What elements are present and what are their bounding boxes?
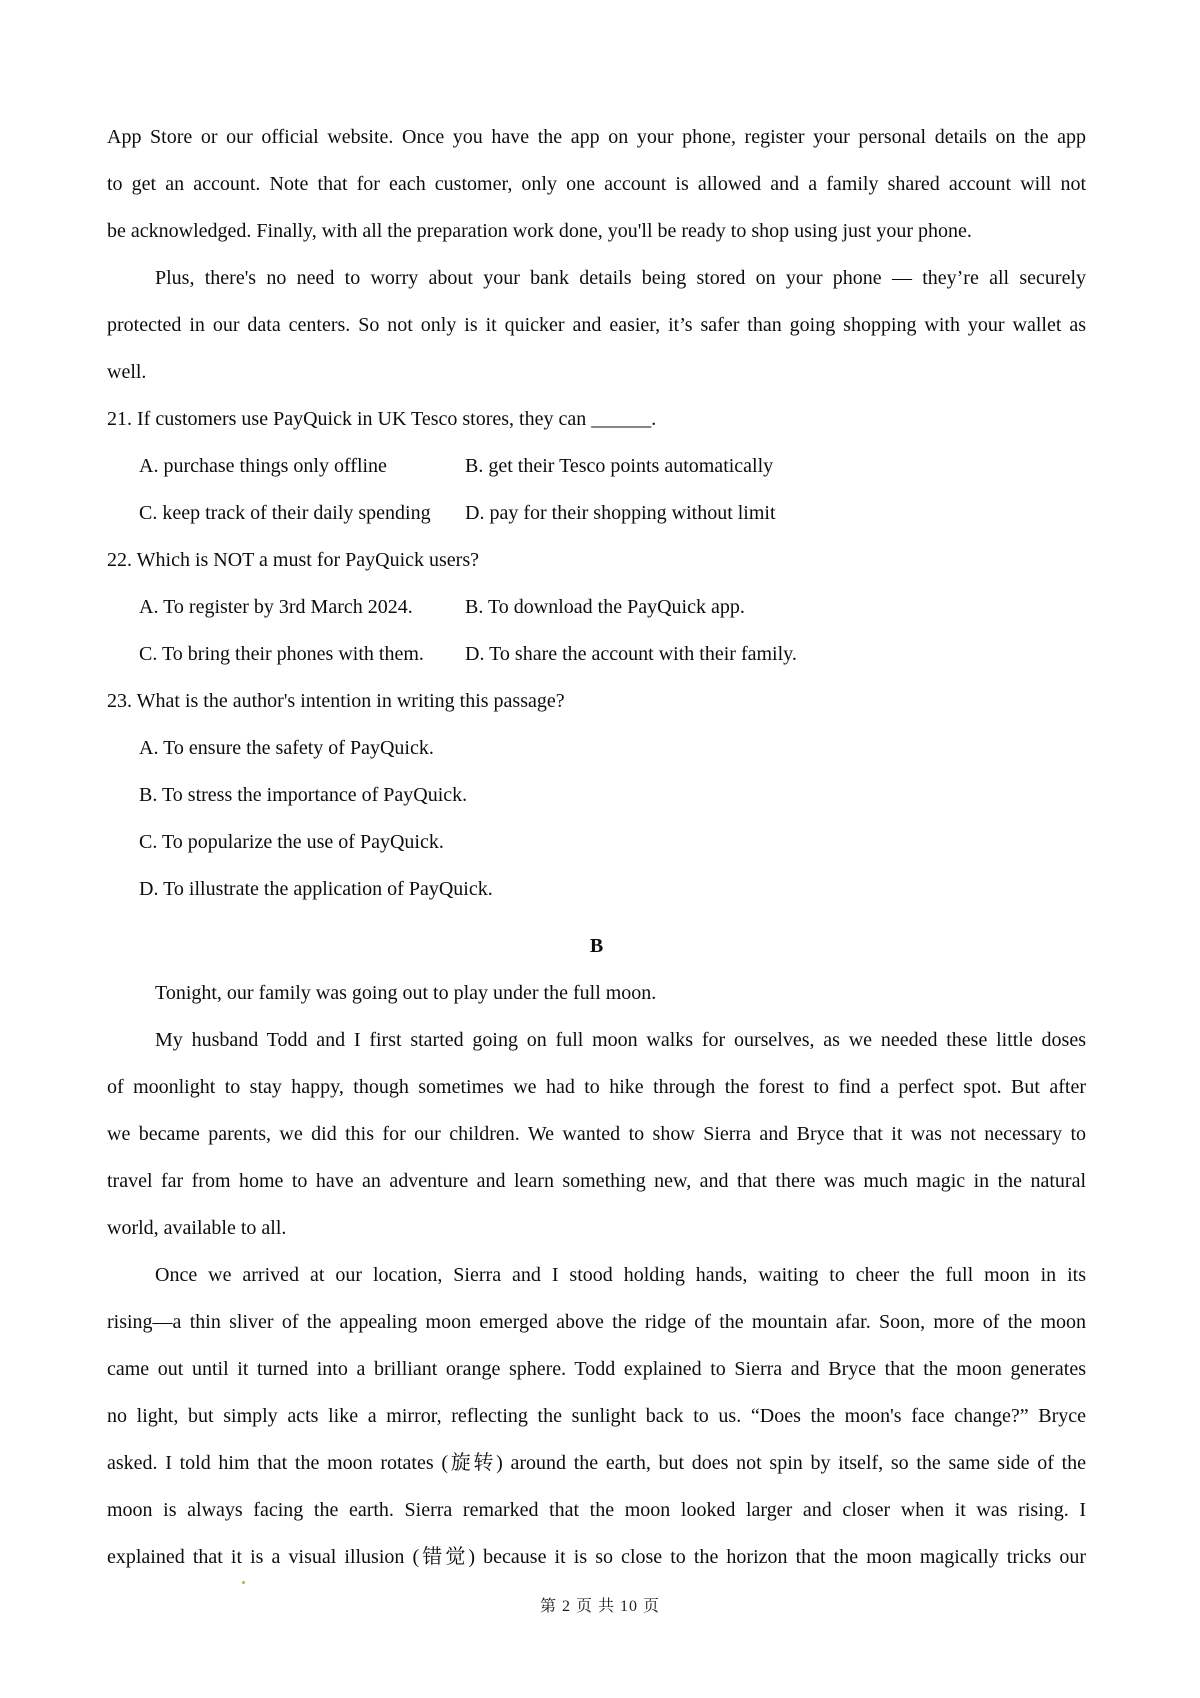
option-label: B.	[139, 784, 158, 806]
question-21-stem	[107, 396, 1086, 443]
option-label: D.	[465, 643, 485, 665]
option-label: D.	[139, 878, 159, 900]
text-line: to get an account. Note that for each customer, only one account is allowed and a family shared account will not	[107, 173, 1086, 195]
option-label: B.	[465, 596, 484, 618]
option-label: B.	[465, 455, 484, 477]
text-line: be acknowledged. Finally, with all the preparation work done, you'll be ready to shop using just your phone.	[107, 220, 972, 242]
option-21-a	[139, 443, 465, 490]
option-label: C.	[139, 643, 158, 665]
question-number: 23.	[107, 690, 132, 712]
page-number-text: 第 2 页 共 10 页	[539, 1598, 660, 1615]
scan-speck-artifact	[242, 1581, 245, 1584]
text-line: My husband Todd and I first started going on full moon walks for ourselves, as we needed these little doses	[155, 1029, 1086, 1051]
page-footer	[0, 1593, 1200, 1616]
text-line: no light, but simply acts like a mirror, reflecting the sunlight back to us. “Does the moon's face change?” Bryce	[107, 1405, 1086, 1427]
passage-b-paragraph-1	[107, 970, 1086, 1017]
text-line: came out until it turned into a brilliant orange sphere. Todd explained to Sierra and Bryce that the moon generates	[107, 1358, 1086, 1380]
option-text: keep track of their daily spending	[162, 502, 431, 524]
option-text: To illustrate the application of PayQuick.	[163, 878, 493, 900]
page-content	[107, 114, 1086, 1581]
text-line: travel far from home to have an adventure and learn something new, and that there was much magic in the natural	[107, 1170, 1086, 1192]
option-23-a	[139, 725, 1086, 772]
question-23-options	[139, 725, 1086, 913]
question-text: What is the author's intention in writing this passage?	[136, 690, 565, 712]
question-text: If customers use PayQuick in UK Tesco stores, they can ______.	[137, 408, 657, 430]
text-line: we became parents, we did this for our children. We wanted to show Sierra and Bryce that it was not necessary to	[107, 1123, 1086, 1145]
text-line: well.	[107, 361, 147, 383]
option-label: D.	[465, 502, 485, 524]
question-22-options	[139, 584, 1086, 678]
option-22-c	[139, 631, 465, 678]
option-23-b	[139, 772, 1086, 819]
option-text: To bring their phones with them.	[161, 643, 424, 665]
text-line: of moonlight to stay happy, though sometimes we had to hike through the forest to find a perfect spot. But after	[107, 1076, 1086, 1098]
question-number: 22.	[107, 549, 132, 571]
question-text: Which is NOT a must for PayQuick users?	[136, 549, 479, 571]
question-number: 21.	[107, 408, 132, 430]
option-label: A.	[139, 596, 159, 618]
question-21-options	[139, 443, 1086, 537]
text-line: App Store or our official website. Once you have the app on your phone, register your personal details on the app	[107, 126, 1086, 148]
passage-a-paragraph-2	[107, 255, 1086, 396]
option-label: C.	[139, 831, 158, 853]
option-22-b	[465, 584, 1086, 631]
option-text: To popularize the use of PayQuick.	[161, 831, 444, 853]
text-line: Plus, there's no need to worry about your bank details being stored on your phone — they’re all securely	[155, 267, 1086, 289]
option-21-d	[465, 490, 1086, 537]
option-label: A.	[139, 737, 159, 759]
passage-a-paragraph-1	[107, 114, 1086, 255]
option-text: pay for their shopping without limit	[489, 502, 776, 524]
question-23	[107, 678, 1086, 913]
text-line: world, available to all.	[107, 1217, 287, 1239]
option-23-d	[139, 866, 1086, 913]
option-21-b	[465, 443, 1086, 490]
option-label: A.	[139, 455, 159, 477]
option-text: To download the PayQuick app.	[487, 596, 745, 618]
option-22-a	[139, 584, 465, 631]
option-21-c	[139, 490, 465, 537]
text-line: rising—a thin sliver of the appealing moon emerged above the ridge of the mountain afar. Soon, more of the moon	[107, 1311, 1086, 1333]
option-text: To stress the importance of PayQuick.	[161, 784, 468, 806]
text-line: explained that it is a visual illusion (错觉) because it is so close to the horizon that the moon magically tricks our	[107, 1546, 1086, 1568]
text-line: Tonight, our family was going out to play under the full moon.	[155, 982, 657, 1004]
text-line: protected in our data centers. So not only is it quicker and easier, it’s safer than going shopping with your wallet as	[107, 314, 1086, 336]
option-22-d	[465, 631, 1086, 678]
option-label: C.	[139, 502, 158, 524]
question-21	[107, 396, 1086, 537]
option-text: To share the account with their family.	[489, 643, 797, 665]
text-line: asked. I told him that the moon rotates (旋转) around the earth, but does not spin by itself, so the same side of the	[107, 1452, 1086, 1474]
passage-b-paragraph-3	[107, 1252, 1086, 1581]
text-line: moon is always facing the earth. Sierra remarked that the moon looked larger and closer when it was rising. I	[107, 1499, 1086, 1521]
option-23-c	[139, 819, 1086, 866]
option-text: get their Tesco points automatically	[488, 455, 774, 477]
text-line: Once we arrived at our location, Sierra and I stood holding hands, waiting to cheer the full moon in its	[155, 1264, 1086, 1286]
question-22	[107, 537, 1086, 678]
option-text: To ensure the safety of PayQuick.	[163, 737, 434, 759]
question-23-stem	[107, 678, 1086, 725]
option-text: To register by 3rd March 2024.	[163, 596, 413, 618]
section-b-heading: B	[589, 935, 604, 957]
passage-b-paragraph-2	[107, 1017, 1086, 1252]
question-22-stem	[107, 537, 1086, 584]
option-text: purchase things only offline	[163, 455, 387, 477]
